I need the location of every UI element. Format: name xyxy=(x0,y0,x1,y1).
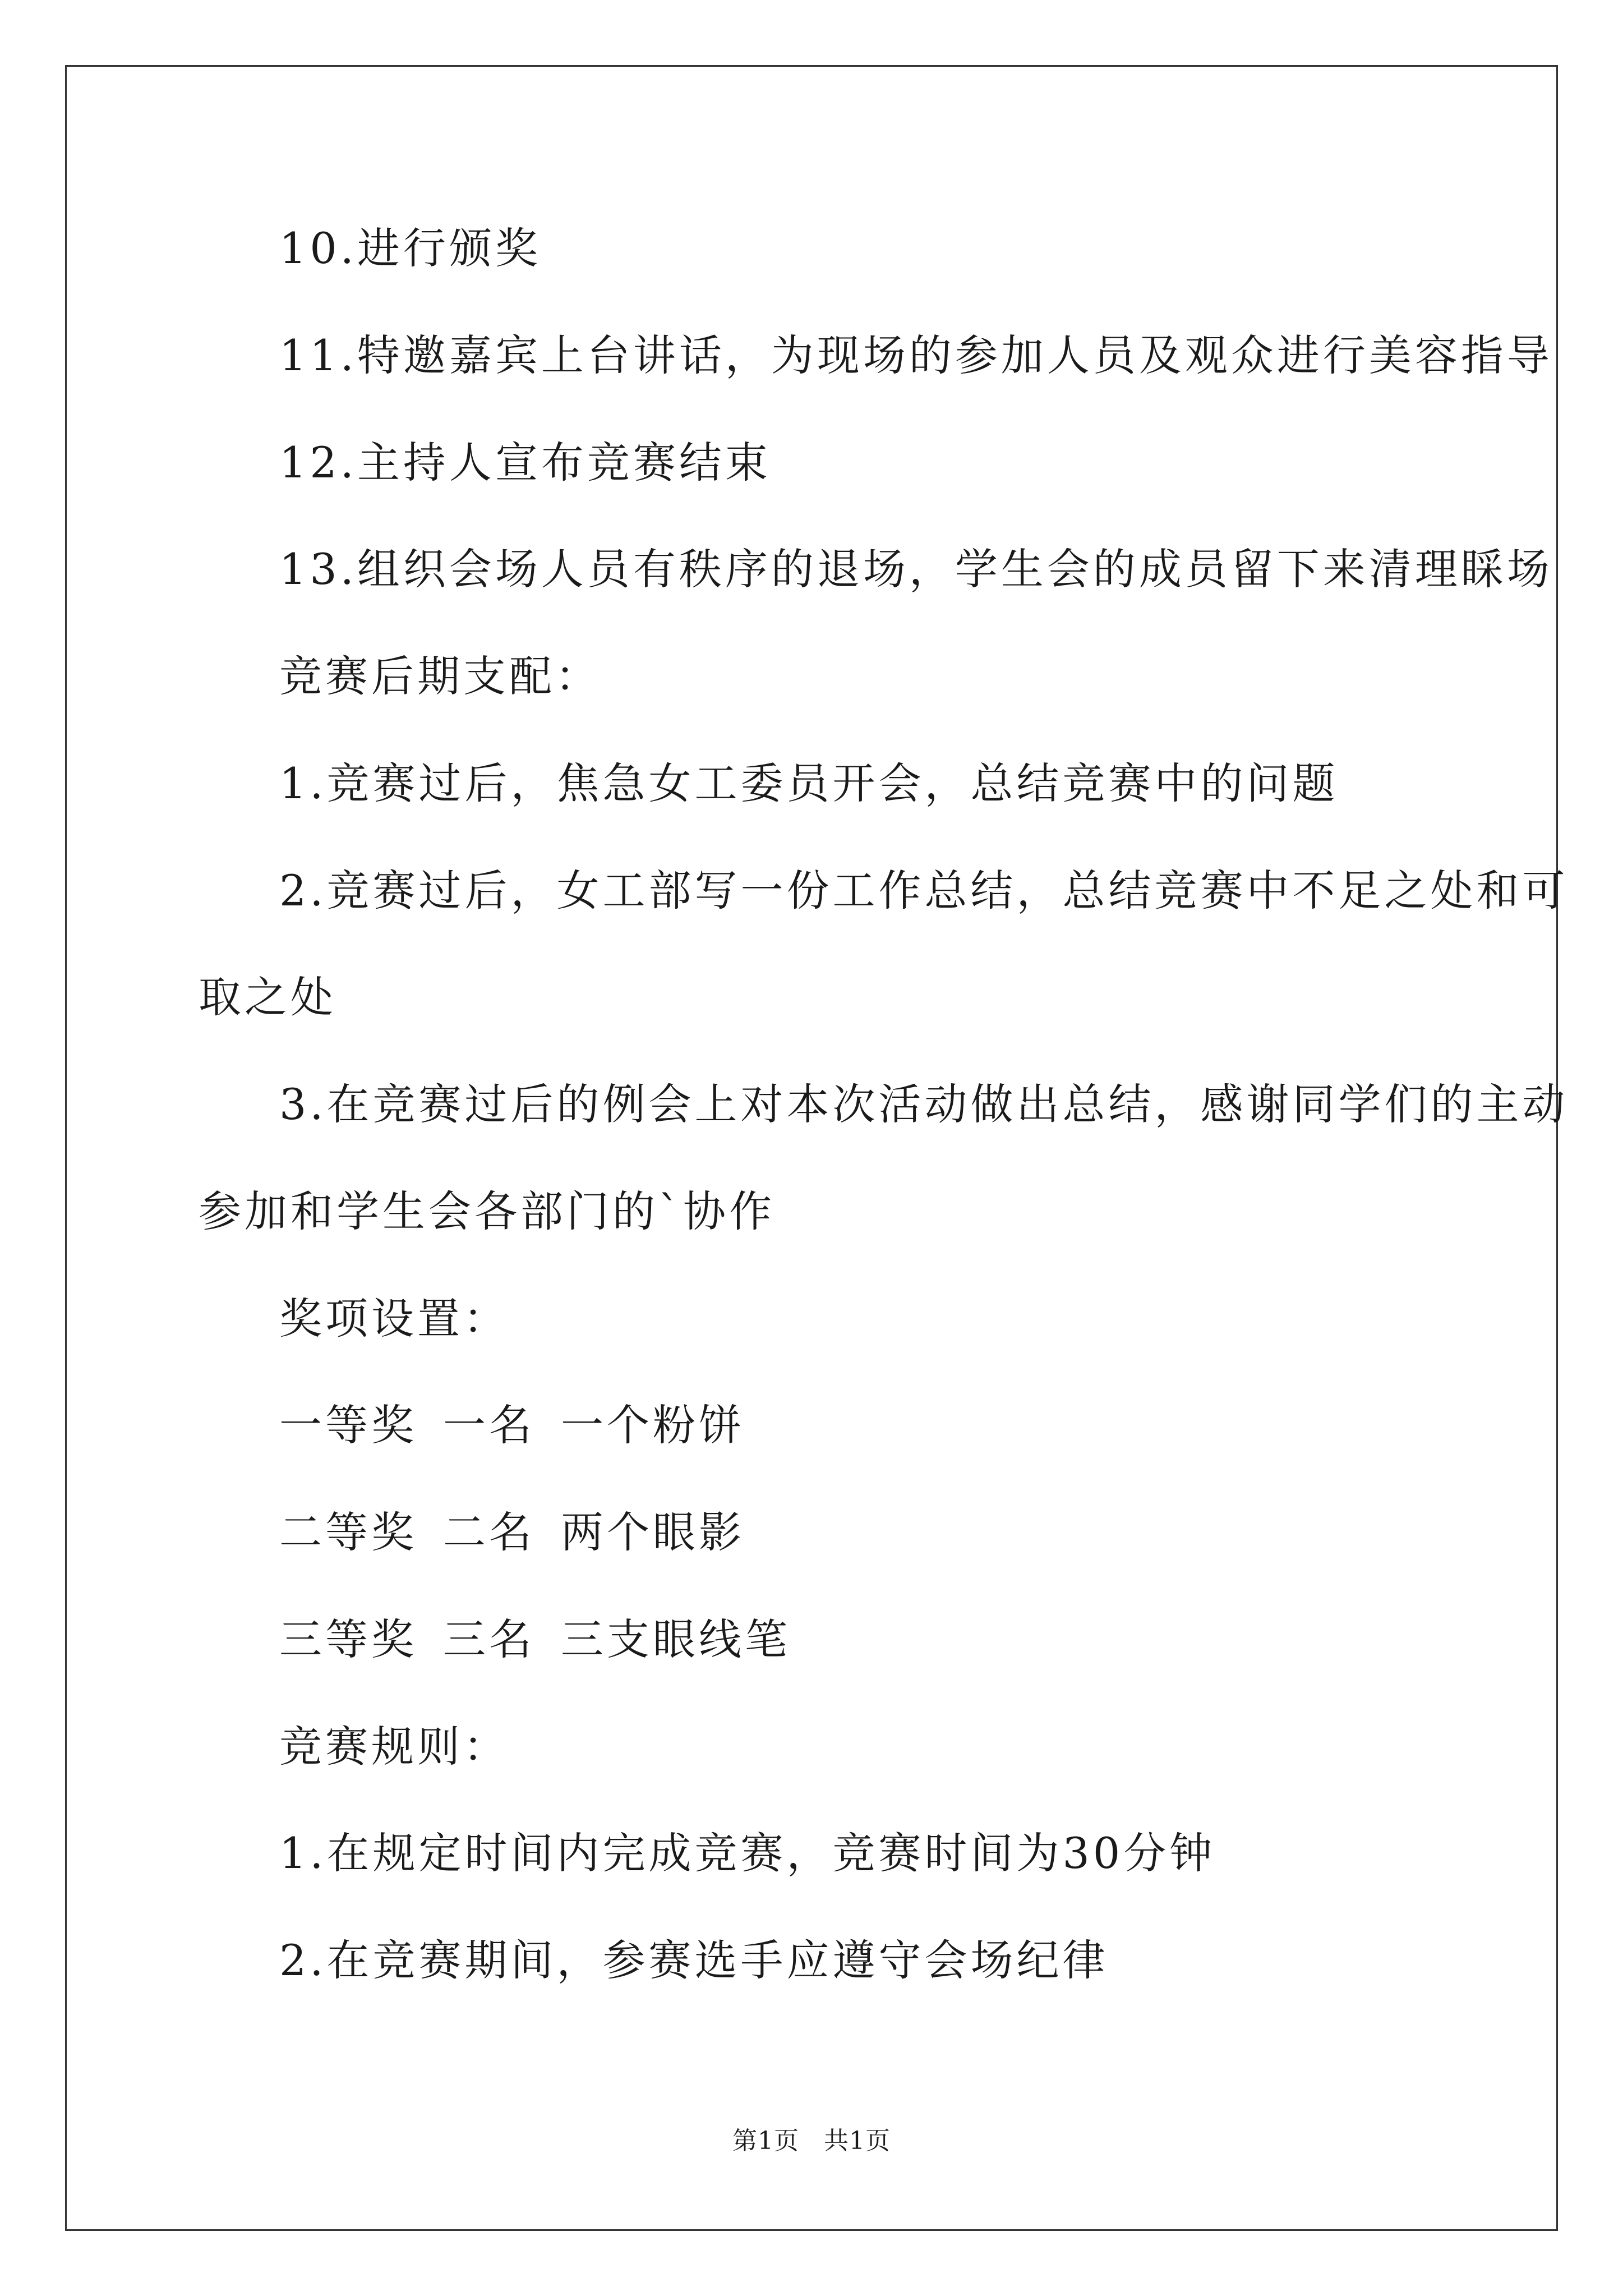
paragraph-line: 10.进行颁奖 xyxy=(279,223,541,273)
award-level: 三等奖 xyxy=(279,1614,417,1664)
award-prize: 两个眼影 xyxy=(561,1507,745,1557)
paragraph-line: 参加和学生会各部门的`协作 xyxy=(199,1186,775,1236)
award-row xyxy=(279,1400,745,1451)
award-row xyxy=(279,1507,745,1558)
award-count: 三名 xyxy=(443,1614,535,1664)
paragraph-line: 2.竞赛过后，女工部写一份工作总结，总结竞赛中不足之处和可 xyxy=(279,866,1569,915)
page-border xyxy=(65,65,1558,2231)
award-row xyxy=(279,1614,791,1665)
paragraph-line: 1.在规定时间内完成竞赛，竞赛时间为30分钟 xyxy=(279,1828,1216,1878)
award-count: 一名 xyxy=(443,1400,535,1450)
section-heading: 竞赛后期支配： xyxy=(279,651,601,701)
section-heading: 竞赛规则： xyxy=(279,1722,509,1772)
paragraph-line: 取之处 xyxy=(199,972,336,1022)
paragraph-line: 2.在竞赛期间，参赛选手应遵守会场纪律 xyxy=(279,1935,1109,1985)
award-count: 二名 xyxy=(443,1507,535,1557)
paragraph-line: 1.竞赛过后，焦急女工委员开会，总结竞赛中的问题 xyxy=(279,758,1339,808)
paragraph-line: 13.组织会场人员有秩序的退场，学生会的成员留下来清理睬场 xyxy=(279,544,1553,594)
award-prize: 三支眼线笔 xyxy=(561,1614,791,1664)
page-footer xyxy=(0,2124,1623,2158)
paragraph-line: 11.特邀嘉宾上台讲话，为现场的参加人员及观众进行美容指导 xyxy=(279,330,1553,380)
award-level: 一等奖 xyxy=(279,1400,417,1450)
section-heading: 奖项设置： xyxy=(279,1294,509,1343)
page-number: 第1页 xyxy=(732,2127,799,2155)
page-total: 共1页 xyxy=(824,2127,891,2155)
paragraph-line: 3.在竞赛过后的例会上对本次活动做出总结，感谢同学们的主动 xyxy=(279,1079,1569,1129)
award-prize: 一个粉饼 xyxy=(561,1400,745,1450)
award-level: 二等奖 xyxy=(279,1507,417,1557)
paragraph-line: 12.主持人宣布竞赛结束 xyxy=(279,438,771,487)
